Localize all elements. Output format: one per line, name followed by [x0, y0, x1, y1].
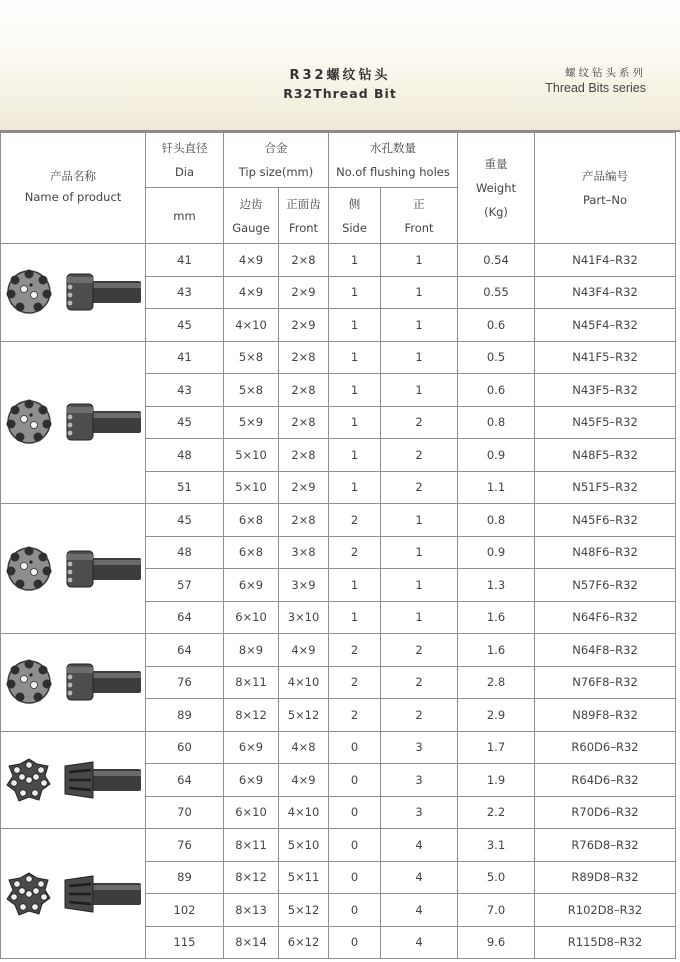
gauge-header — [224, 188, 279, 244]
side-holes-cell: 1 — [329, 276, 381, 309]
front-cell: 2×9 — [279, 276, 329, 309]
front-cell: 4×10 — [279, 796, 329, 829]
front-holes-cell: 4 — [381, 926, 458, 959]
tip-size-header-cn: 合金 — [264, 141, 288, 155]
weight-cell: 0.6 — [458, 309, 535, 342]
side-holes-cell: 1 — [329, 244, 381, 277]
front-holes-cell: 1 — [381, 601, 458, 634]
front-holes-cell: 4 — [381, 894, 458, 927]
weight-cell: 1.3 — [458, 569, 535, 602]
dia-cell: 45 — [146, 406, 224, 439]
drop-center-bit-side-icon — [63, 872, 143, 916]
part-no-header-cn: 产品编号 — [582, 169, 629, 183]
gauge-header-en: Gauge — [232, 220, 270, 235]
side-holes-cell: 0 — [329, 829, 381, 862]
product-image-cell — [1, 341, 146, 504]
front-holes-cell: 2 — [381, 439, 458, 472]
side-holes-cell: 2 — [329, 699, 381, 732]
weight-header — [458, 133, 535, 244]
product-name-header — [1, 133, 146, 244]
front-cell: 2×8 — [279, 341, 329, 374]
dia-cell: 64 — [146, 601, 224, 634]
part-no-header-en: Part–No — [582, 193, 628, 207]
front-holes-cell: 1 — [381, 341, 458, 374]
gauge-cell: 5×10 — [224, 471, 279, 504]
side-holes-cell: 1 — [329, 439, 381, 472]
button-bit-side-icon — [63, 547, 143, 591]
part-no-cell: N48F6–R32 — [535, 536, 676, 569]
weight-cell: 0.8 — [458, 406, 535, 439]
dia-cell: 60 — [146, 731, 224, 764]
weight-cell: 0.9 — [458, 439, 535, 472]
weight-cell: 0.9 — [458, 536, 535, 569]
part-no-cell: R64D6–R32 — [535, 764, 676, 797]
part-no-cell: R89D8–R32 — [535, 861, 676, 894]
part-no-cell: R102D8–R32 — [535, 894, 676, 927]
side-holes-cell: 1 — [329, 471, 381, 504]
front-cell: 3×9 — [279, 569, 329, 602]
part-no-cell: N41F5–R32 — [535, 341, 676, 374]
side-holes-header-cn: 侧 — [348, 196, 361, 211]
side-holes-cell: 2 — [329, 536, 381, 569]
button-bit-face-icon — [4, 267, 54, 317]
product-name-header-cn: 产品名称 — [50, 168, 96, 183]
front-holes-cell: 1 — [381, 504, 458, 537]
weight-cell: 1.7 — [458, 731, 535, 764]
series-label-en: Thread Bits series — [545, 81, 646, 95]
side-holes-cell: 1 — [329, 569, 381, 602]
gauge-cell: 6×8 — [224, 536, 279, 569]
front-header-cn: 正面齿 — [286, 196, 321, 211]
title-banner — [0, 0, 680, 132]
button-bit-side-icon — [63, 400, 143, 444]
front-holes-cell: 4 — [381, 861, 458, 894]
gauge-cell: 8×13 — [224, 894, 279, 927]
front-holes-cell: 1 — [381, 309, 458, 342]
part-no-cell: R70D6–R32 — [535, 796, 676, 829]
side-holes-cell: 0 — [329, 764, 381, 797]
product-image-cell — [1, 634, 146, 732]
front-cell: 5×12 — [279, 699, 329, 732]
part-no-cell: R60D6–R32 — [535, 731, 676, 764]
weight-cell: 1.9 — [458, 764, 535, 797]
front-cell: 4×9 — [279, 764, 329, 797]
side-holes-cell: 0 — [329, 894, 381, 927]
weight-cell: 2.9 — [458, 699, 535, 732]
front-holes-cell: 2 — [381, 471, 458, 504]
front-holes-cell: 2 — [381, 406, 458, 439]
front-cell: 2×8 — [279, 374, 329, 407]
part-no-cell: N45F5–R32 — [535, 406, 676, 439]
side-holes-cell: 0 — [329, 926, 381, 959]
part-no-cell: N43F5–R32 — [535, 374, 676, 407]
drop-center-bit-side-icon — [63, 758, 143, 802]
weight-header-en: Weight — [475, 181, 517, 195]
gauge-cell: 8×9 — [224, 634, 279, 667]
product-image-cell — [1, 829, 146, 959]
front-holes-cell: 2 — [381, 634, 458, 667]
front-holes-cell: 2 — [381, 666, 458, 699]
front-holes-cell: 2 — [381, 699, 458, 732]
table-row — [1, 634, 676, 667]
front-cell: 4×8 — [279, 731, 329, 764]
part-no-cell: N76F8–R32 — [535, 666, 676, 699]
front-cell: 2×8 — [279, 439, 329, 472]
dia-cell: 45 — [146, 504, 224, 537]
front-holes-cell: 1 — [381, 374, 458, 407]
dia-cell: 64 — [146, 764, 224, 797]
weight-header-unit: (Kg) — [484, 205, 508, 219]
table-header — [1, 133, 676, 244]
drop-center-bit-face-icon — [4, 755, 54, 805]
side-holes-cell: 1 — [329, 374, 381, 407]
front-holes-header-en: Front — [404, 220, 434, 235]
front-holes-cell: 1 — [381, 244, 458, 277]
gauge-header-cn: 边齿 — [239, 196, 263, 211]
dia-cell: 45 — [146, 309, 224, 342]
dia-cell: 115 — [146, 926, 224, 959]
dia-cell: 64 — [146, 634, 224, 667]
dia-cell: 89 — [146, 861, 224, 894]
weight-cell: 2.2 — [458, 796, 535, 829]
gauge-cell: 8×14 — [224, 926, 279, 959]
dia-unit-header: mm — [146, 188, 224, 244]
product-image-cell — [1, 504, 146, 634]
part-no-cell: R76D8–R32 — [535, 829, 676, 862]
side-holes-cell: 0 — [329, 796, 381, 829]
side-holes-header-en: Side — [342, 220, 367, 235]
front-holes-header-cn: 正 — [413, 196, 425, 211]
side-holes-cell: 1 — [329, 406, 381, 439]
dia-header-en: Dia — [174, 165, 195, 179]
side-holes-cell: 1 — [329, 601, 381, 634]
table-row — [1, 341, 676, 374]
part-no-cell: N48F5–R32 — [535, 439, 676, 472]
button-bit-side-icon — [63, 270, 143, 314]
dia-cell: 43 — [146, 374, 224, 407]
tip-size-header — [224, 133, 329, 188]
front-cell: 2×8 — [279, 504, 329, 537]
side-holes-cell: 2 — [329, 504, 381, 537]
front-cell: 6×12 — [279, 926, 329, 959]
button-bit-side-icon — [63, 660, 143, 704]
weight-cell: 0.6 — [458, 374, 535, 407]
side-holes-cell: 2 — [329, 634, 381, 667]
table-row — [1, 504, 676, 537]
gauge-cell: 8×12 — [224, 699, 279, 732]
gauge-cell: 8×11 — [224, 666, 279, 699]
side-holes-cell: 0 — [329, 861, 381, 894]
part-no-cell: N64F8–R32 — [535, 634, 676, 667]
weight-cell: 1.1 — [458, 471, 535, 504]
gauge-cell: 6×9 — [224, 731, 279, 764]
side-holes-cell: 0 — [329, 731, 381, 764]
gauge-cell: 8×11 — [224, 829, 279, 862]
front-holes-header — [381, 188, 458, 244]
gauge-cell: 4×9 — [224, 276, 279, 309]
weight-cell: 0.8 — [458, 504, 535, 537]
flushing-holes-header — [329, 133, 458, 188]
gauge-cell: 6×10 — [224, 796, 279, 829]
table-row — [1, 829, 676, 862]
gauge-cell: 5×8 — [224, 374, 279, 407]
part-no-header — [535, 133, 676, 244]
part-no-cell: N45F6–R32 — [535, 504, 676, 537]
front-cell: 3×8 — [279, 536, 329, 569]
weight-cell: 1.6 — [458, 634, 535, 667]
front-holes-cell: 1 — [381, 276, 458, 309]
dia-cell: 41 — [146, 341, 224, 374]
weight-cell: 0.54 — [458, 244, 535, 277]
dia-cell: 76 — [146, 666, 224, 699]
weight-cell: 1.6 — [458, 601, 535, 634]
table-row — [1, 244, 676, 277]
drop-center-bit-face-icon — [4, 869, 54, 919]
button-bit-face-icon — [4, 544, 54, 594]
dia-cell: 89 — [146, 699, 224, 732]
page-title-cn: R32螺纹钻头 — [289, 68, 391, 83]
front-cell: 5×12 — [279, 894, 329, 927]
weight-cell: 0.5 — [458, 341, 535, 374]
dia-cell: 102 — [146, 894, 224, 927]
gauge-cell: 4×10 — [224, 309, 279, 342]
flushing-holes-header-en: No.of flushing holes — [336, 165, 450, 179]
tip-size-header-en: Tip size(mm) — [238, 165, 314, 179]
spec-table — [0, 132, 676, 959]
front-header — [279, 188, 329, 244]
dia-cell: 48 — [146, 439, 224, 472]
front-holes-cell: 4 — [381, 829, 458, 862]
gauge-cell: 6×10 — [224, 601, 279, 634]
weight-cell: 9.6 — [458, 926, 535, 959]
button-bit-face-icon — [4, 657, 54, 707]
dia-cell: 43 — [146, 276, 224, 309]
product-image-cell — [1, 731, 146, 829]
weight-cell: 5.0 — [458, 861, 535, 894]
dia-cell: 57 — [146, 569, 224, 602]
product-name-header-en: Name of product — [24, 189, 122, 204]
front-holes-cell: 3 — [381, 796, 458, 829]
page-title-en: R32Thread Bit — [283, 86, 397, 101]
front-cell: 2×9 — [279, 309, 329, 342]
part-no-cell: N43F4–R32 — [535, 276, 676, 309]
table-row — [1, 731, 676, 764]
gauge-cell: 8×12 — [224, 861, 279, 894]
series-label-cn: 螺纹钻头系列 — [565, 67, 646, 79]
dia-header — [146, 133, 224, 188]
part-no-cell: N45F4–R32 — [535, 309, 676, 342]
gauge-cell: 6×8 — [224, 504, 279, 537]
front-cell: 4×10 — [279, 666, 329, 699]
gauge-cell: 5×8 — [224, 341, 279, 374]
side-holes-cell: 1 — [329, 341, 381, 374]
front-holes-cell: 1 — [381, 536, 458, 569]
part-no-cell: N57F6–R32 — [535, 569, 676, 602]
part-no-cell: R115D8–R32 — [535, 926, 676, 959]
front-cell: 2×9 — [279, 471, 329, 504]
dia-header-cn: 钎头直径 — [161, 141, 208, 155]
side-holes-cell: 2 — [329, 666, 381, 699]
part-no-cell: N64F6–R32 — [535, 601, 676, 634]
dia-cell: 41 — [146, 244, 224, 277]
front-holes-cell: 1 — [381, 569, 458, 602]
front-cell: 5×10 — [279, 829, 329, 862]
front-holes-cell: 3 — [381, 731, 458, 764]
dia-cell: 76 — [146, 829, 224, 862]
weight-cell: 0.55 — [458, 276, 535, 309]
button-bit-face-icon — [4, 397, 54, 447]
front-cell: 4×9 — [279, 634, 329, 667]
weight-cell: 2.8 — [458, 666, 535, 699]
front-cell: 5×11 — [279, 861, 329, 894]
gauge-cell: 6×9 — [224, 764, 279, 797]
product-image-cell — [1, 244, 146, 342]
side-holes-cell: 1 — [329, 309, 381, 342]
weight-cell: 3.1 — [458, 829, 535, 862]
front-holes-cell: 3 — [381, 764, 458, 797]
part-no-cell: N51F5–R32 — [535, 471, 676, 504]
dia-cell: 48 — [146, 536, 224, 569]
front-cell: 2×8 — [279, 406, 329, 439]
front-header-en: Front — [288, 220, 319, 235]
flushing-holes-header-cn: 水孔数量 — [370, 141, 416, 155]
weight-header-cn: 重量 — [484, 157, 508, 171]
gauge-cell: 5×10 — [224, 439, 279, 472]
part-no-cell: N89F8–R32 — [535, 699, 676, 732]
gauge-cell: 5×9 — [224, 406, 279, 439]
side-holes-header — [329, 188, 381, 244]
front-cell: 2×8 — [279, 244, 329, 277]
weight-cell: 7.0 — [458, 894, 535, 927]
dia-cell: 70 — [146, 796, 224, 829]
gauge-cell: 6×9 — [224, 569, 279, 602]
front-cell: 3×10 — [279, 601, 329, 634]
gauge-cell: 4×9 — [224, 244, 279, 277]
table-body — [1, 244, 676, 959]
part-no-cell: N41F4–R32 — [535, 244, 676, 277]
dia-cell: 51 — [146, 471, 224, 504]
